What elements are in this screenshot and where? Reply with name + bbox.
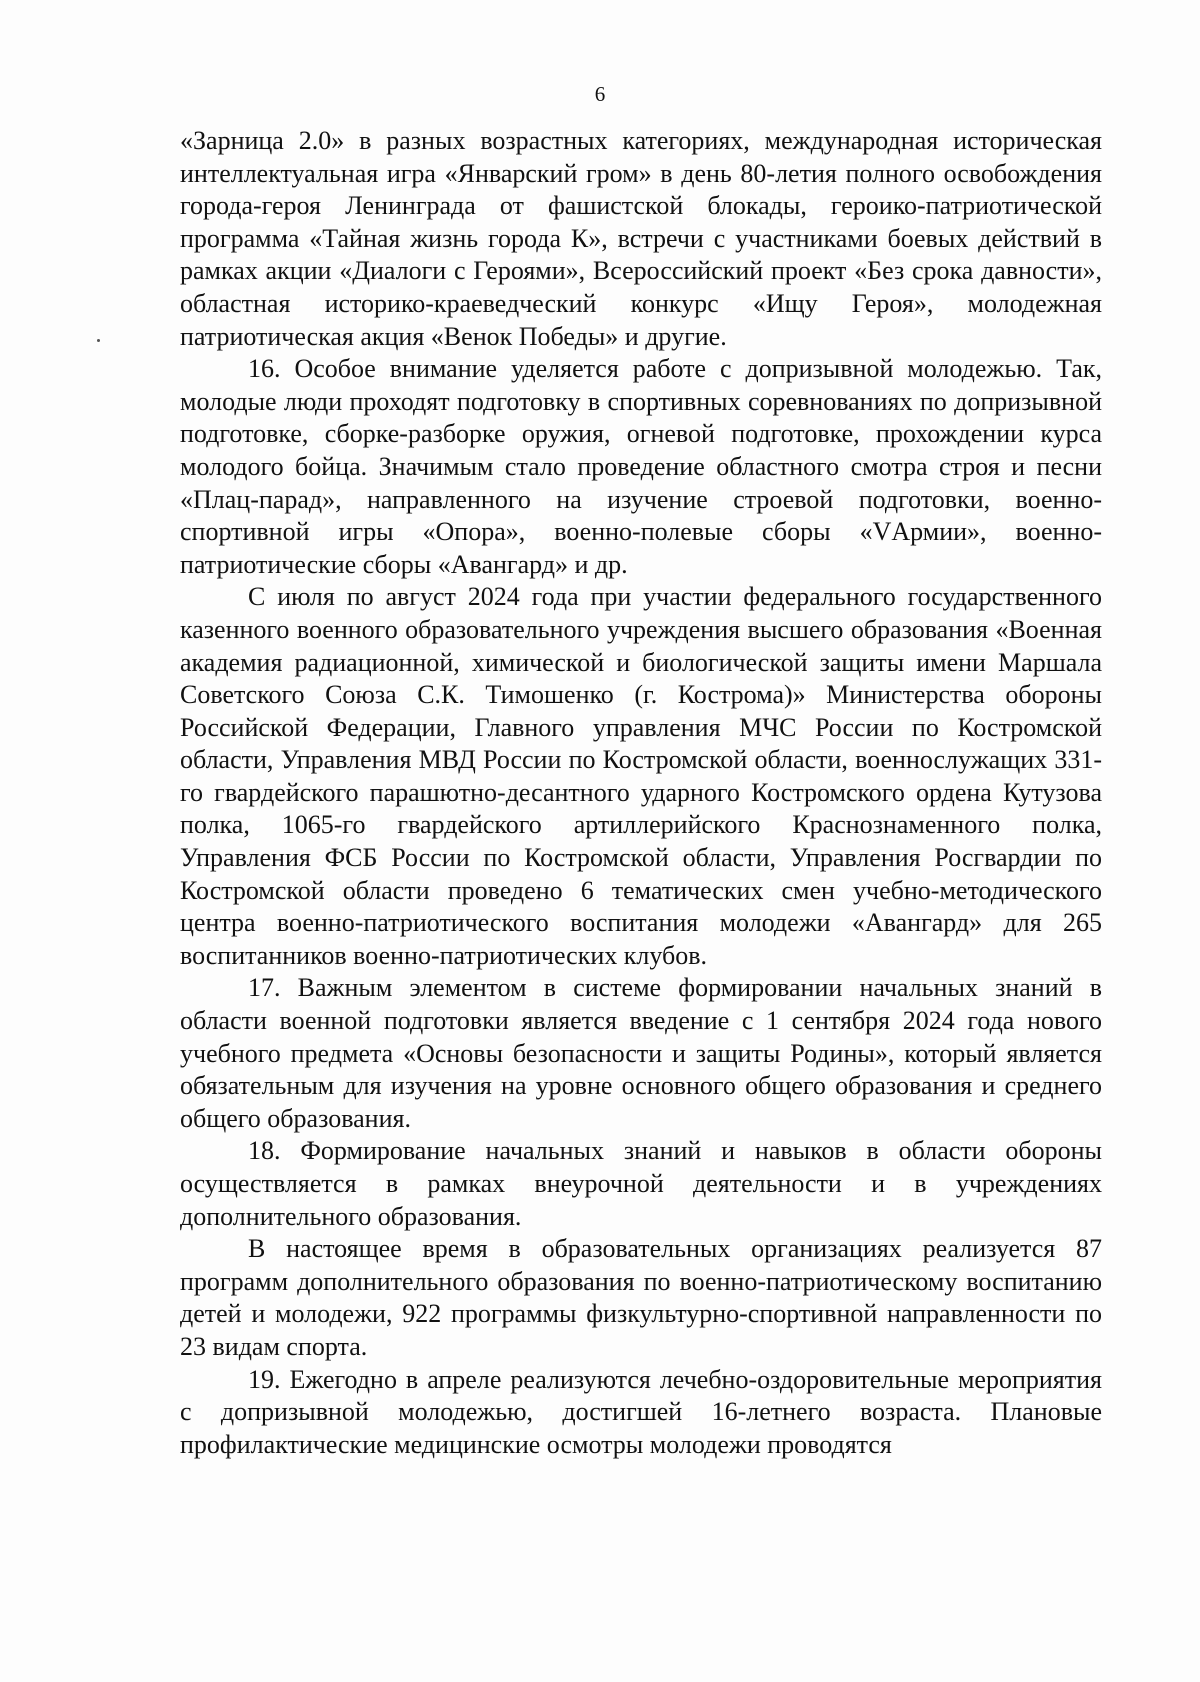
paragraph-avangard-shifts: С июля по август 2024 года при участии федерального государственного казенного военного образовательного учреждения высшего образования «Военная академия радиационной, химической и биологической защиты имени Маршала Советского Союза С.К. Тимошенко (г. Кострома)» Министерства обороны Российской Федерации, Главного управления МЧС России по Костромской области, Управления МВД России по Костромской области, военнослужащих 331-го гвардейского парашютно-десантного ударного Костромского ордена Кутузова полка, 1065-го гвардейского артиллерийского Краснознаменного полка, Управления ФСБ России по Костромской области, Управления Росгвардии по Костромской области проведено 6 тематических смен учебно-методического центра военно-патриотического воспитания молодежи «Авангард» для 265 воспитанников военно-патриотических клубов. <box>180 582 1102 970</box>
paragraph-continuation-events: «Зарница 2.0» в разных возрастных категориях, международная историческая интеллектуальная игра «Январский гром» в день 80-летия полного освобождения города-героя Ленинграда от фашистской блокады, героико-патриотической программа «Тайная жизнь города К», встречи с участниками боевых действий в рамках акции «Диалоги с Героями», Всероссийский проект «Без срока давности», областная историко-краеведческий конкурс «Ищу Героя», молодежная патриотическая акция «Венок Победы» и другие. <box>180 126 1102 351</box>
page-number: 6 <box>594 82 606 106</box>
paragraph-19-medical-activities: 19. Ежегодно в апреле реализуются лечебно-оздоровительные мероприятия с допризывной молодежью, достигшей 16-летнего возраста. Плановые профилактические медицинские осмотры молодежи проводятся <box>180 1364 1102 1459</box>
margin-dot <box>97 339 100 342</box>
paragraph-16-pre-conscription-youth: 16. Особое внимание уделяется работе с допризывной молодежью. Так, молодые люди проходят подготовку в спортивных соревнованиях по допризывной подготовке, сборке-разборке оружия, огневой подготовке, прохождении курса молодого бойца. Значимым стало проведение областного смотра строя и песни «Плац-парад», направленного на изучение строевой подготовки, военно-спортивной игры «Опора», военно-полевые сборы «VАрмии», военно-патриотические сборы «Авангард» и др. <box>180 354 1102 579</box>
paragraph-additional-education-programs: В настоящее время в образовательных организациях реализуется 87 программ дополнительного образования по военно-патриотическому воспитанию детей и молодежи, 922 программы физкультурно-спортивной направленности по 23 видам спорта. <box>180 1234 1102 1361</box>
paragraph-18-defense-knowledge: 18. Формирование начальных знаний и навыков в области обороны осуществляется в рамках внеурочной деятельности и в учреждениях дополнительного образования. <box>180 1136 1102 1231</box>
document-body <box>180 125 1102 1461</box>
paragraph-17-new-subject: 17. Важным элементом в системе формировании начальных знаний в области военной подготовки является введение с 1 сентября 2024 года нового учебного предмета «Основы безопасности и защиты Родины», который является обязательным для изучения на уровне основного общего образования и среднего общего образования. <box>180 973 1102 1133</box>
